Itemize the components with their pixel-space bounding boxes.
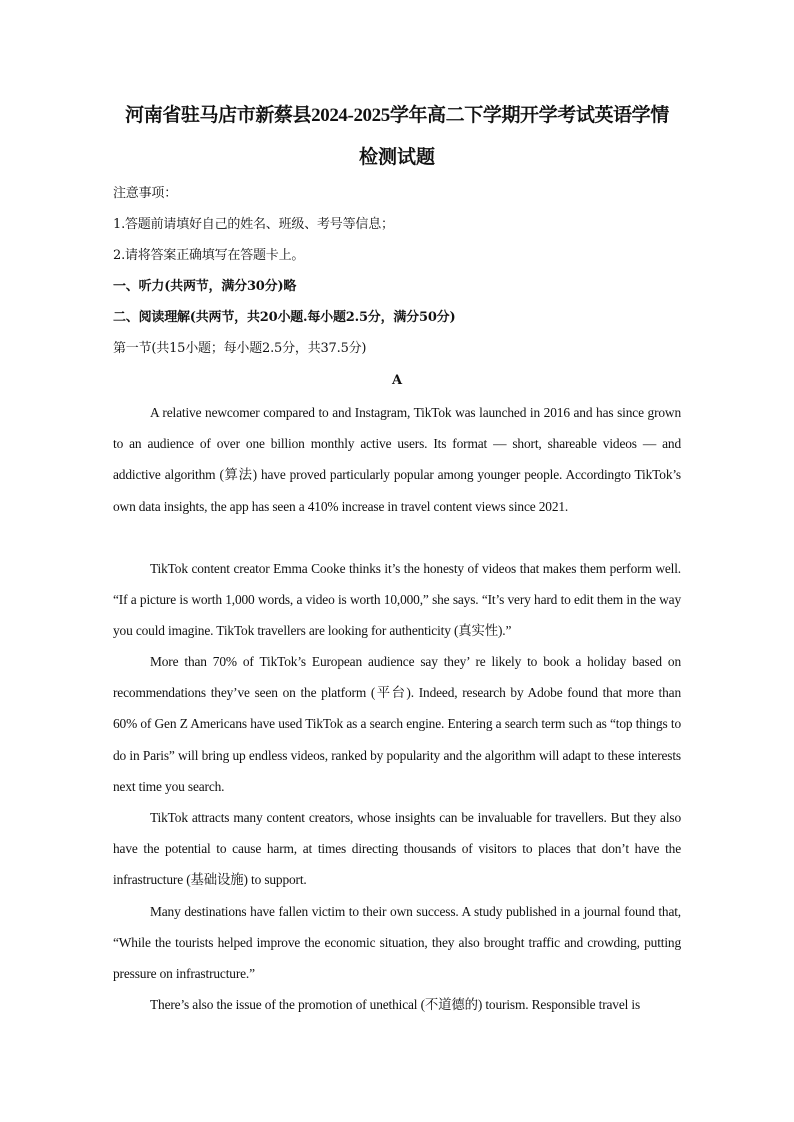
passage-paragraph-4: TikTok attracts many content creators, whose insights can be invaluable for travellers. But they also have the potential to cause harm, at times directing thousands of visitors to places that don’t have the infrastructure (基础设施) to support.: [113, 810, 681, 888]
part-1-heading: 第一节(共15小题；每小题2.5分，共37.5分): [113, 341, 367, 356]
section-2-heading: 二、阅读理解(共两节，共20小题.每小题2.5分，满分50分): [113, 310, 456, 325]
notice-heading: 注意事项：: [113, 186, 178, 201]
document-title-line-2: 检测试题: [358, 147, 435, 168]
passage-label: A: [391, 373, 403, 388]
passage-paragraph-3: More than 70% of TikTok’s European audience say they’ re likely to book a holiday based on recommendations they’ve seen on the platform (平台). Indeed, research by Adobe found that more than 60% of Gen Z Americans have used TikTok as a search engine. Entering a search term such as “top things to do in Paris” will bring up endless videos, ranked by popularity and the algorithm will adapt to these interests next time you search.: [113, 654, 681, 794]
passage-paragraph-6: There’s also the issue of the promotion of unethical (不道德的) tourism. Responsible travel is: [150, 997, 641, 1012]
passage-paragraph-1: A relative newcomer compared to and Instagram, TikTok was launched in 2016 and has since grown to an audience of over one billion monthly active users. Its format — short, shareable videos — and addictive algorithm (算法) have proved particularly popular among younger people. Accordingto TikTok’s own data insights, the app has seen a 410% increase in travel content views since 2021.: [113, 405, 681, 514]
passage-paragraph-2: TikTok content creator Emma Cooke thinks it’s the honesty of videos that makes them perform well. “If a picture is worth 1,000 words, a video is worth 10,000,” she says. “It’s very hard to edit them in the way you could imagine. TikTok travellers are looking for authenticity (真实性).”: [113, 561, 681, 639]
section-1-heading: 一、听力(共两节，满分30分)略: [113, 279, 297, 294]
document-title-line-1: 河南省驻马店市新蔡县2024-2025学年高二下学期开学考试英语学情: [125, 105, 669, 126]
passage-paragraph-5: Many destinations have fallen victim to their own success. A study published in a journal found that, “While the tourists helped improve the economic situation, they also brought traffic and crowding, putting pressure on infrastructure.”: [113, 904, 681, 982]
notice-item-1: 1.答题前请填好自己的姓名、班级、考号等信息；: [113, 217, 394, 232]
notice-item-2: 2.请将答案正确填写在答题卡上。: [113, 248, 305, 263]
